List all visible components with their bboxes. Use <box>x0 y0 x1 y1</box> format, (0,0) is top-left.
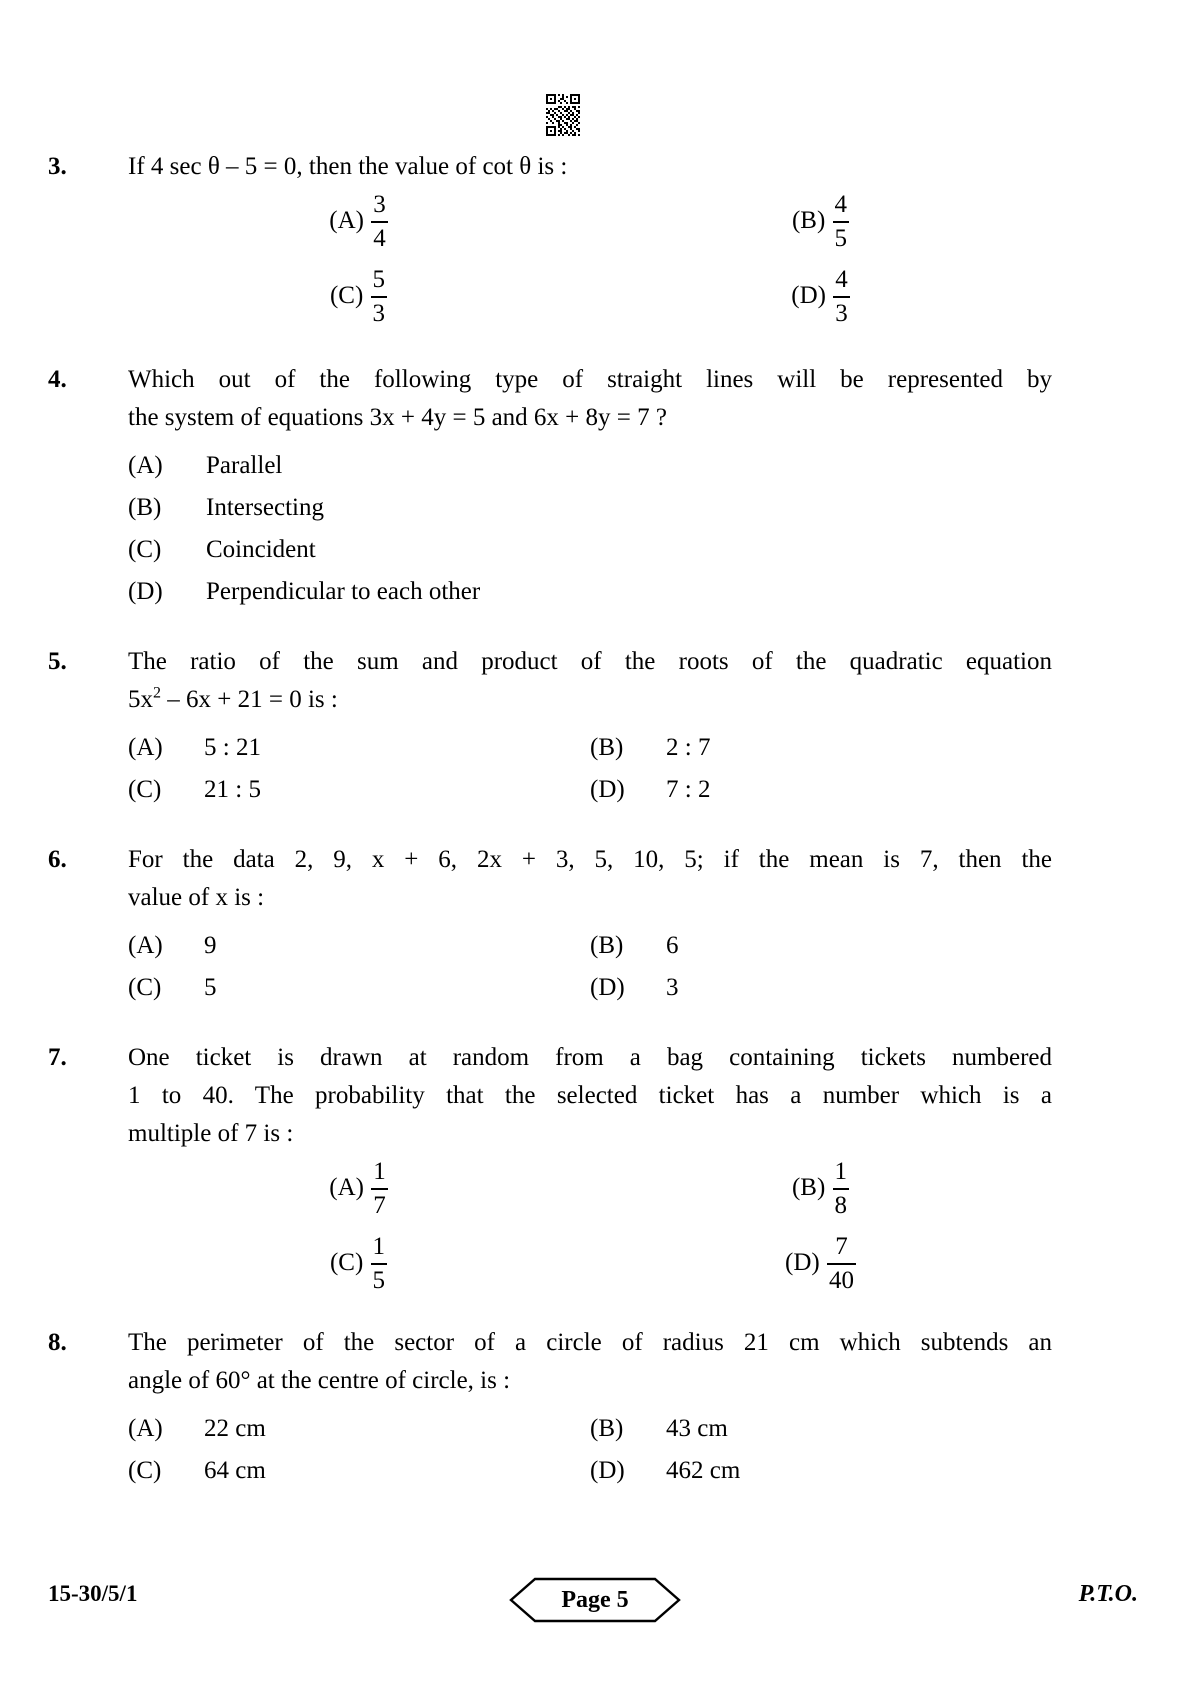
option-a[interactable] <box>128 927 590 965</box>
option-c[interactable] <box>128 1452 590 1490</box>
option-value: 462 cm <box>666 1457 741 1484</box>
option-label: (C) <box>329 281 364 309</box>
question-text <box>128 1324 1052 1400</box>
fraction-numerator: 7 <box>835 1232 848 1260</box>
option-row <box>128 489 1052 527</box>
question-3 <box>0 148 1190 327</box>
option-b[interactable] <box>590 927 1052 965</box>
question-line-equation <box>128 681 1052 719</box>
option-value: 3 <box>666 974 679 1001</box>
option-value: 5 : 21 <box>204 734 261 761</box>
option-row <box>128 447 1052 485</box>
fraction-numerator: 3 <box>373 191 386 218</box>
fraction-bar <box>827 1263 856 1265</box>
question-4 <box>0 361 1190 611</box>
option-value: Perpendicular to each other <box>206 578 481 605</box>
fraction-numerator: 4 <box>834 191 848 218</box>
option-value-fraction <box>370 1234 389 1295</box>
fraction-denominator: 5 <box>372 1266 386 1294</box>
option-value: 9 <box>204 932 217 959</box>
options-list <box>128 927 1052 1007</box>
option-c[interactable] <box>128 1234 590 1295</box>
option-label: (D) <box>590 776 625 803</box>
option-label: (A) <box>128 932 163 959</box>
question-number: 5. <box>48 648 67 675</box>
fraction-bar <box>371 296 388 298</box>
option-value: 5 <box>204 974 217 1001</box>
fraction-bar <box>371 221 388 223</box>
option-label: (D) <box>785 1248 820 1276</box>
question-text <box>128 643 1052 719</box>
option-c[interactable] <box>128 267 590 328</box>
fraction-denominator: 8 <box>834 1192 848 1220</box>
option-value: 21 : 5 <box>204 776 261 803</box>
option-row <box>128 729 1052 767</box>
fraction-bar <box>371 1263 388 1265</box>
option-a[interactable] <box>128 729 590 767</box>
question-7 <box>0 1039 1190 1294</box>
option-a[interactable] <box>128 447 1052 485</box>
option-value: 22 cm <box>204 1415 266 1442</box>
option-label: (B) <box>791 206 826 234</box>
option-label: (C) <box>329 1248 364 1276</box>
option-row <box>128 1234 1052 1295</box>
option-value: 43 cm <box>666 1415 728 1442</box>
option-value: Parallel <box>206 452 283 479</box>
option-b[interactable] <box>128 489 1052 527</box>
equation-suffix: – 6x + 21 = 0 is : <box>161 686 338 713</box>
option-label: (D) <box>791 281 826 309</box>
turn-over-label: P.T.O. <box>1078 1581 1138 1607</box>
option-value-fraction <box>832 192 851 253</box>
option-c[interactable] <box>128 969 590 1007</box>
option-row <box>128 573 1052 611</box>
option-label: (B) <box>590 1415 624 1442</box>
option-row <box>128 1410 1052 1448</box>
options-list <box>128 729 1052 809</box>
option-a[interactable] <box>128 1159 590 1220</box>
option-label: (C) <box>128 776 162 803</box>
option-label: (D) <box>590 1457 625 1484</box>
options-list <box>128 1159 1052 1294</box>
question-8 <box>0 1324 1190 1490</box>
question-number: 7. <box>48 1044 67 1071</box>
option-a[interactable] <box>128 1410 590 1448</box>
option-b[interactable] <box>590 1159 1052 1220</box>
question-line: The ratio of the sum and product of the roots of the quadratic equation <box>128 648 1052 675</box>
question-line: the system of equations 3x + 4y = 5 and 6x + 8y = 7 ? <box>128 404 667 431</box>
questions-container <box>0 148 1190 1494</box>
option-b[interactable] <box>590 729 1052 767</box>
option-label: (A) <box>128 452 163 479</box>
options-list <box>128 1410 1052 1490</box>
option-label: (D) <box>128 578 163 605</box>
option-row <box>128 771 1052 809</box>
option-a[interactable] <box>128 192 590 253</box>
option-row <box>128 927 1052 965</box>
option-value-fraction <box>832 1159 851 1220</box>
question-line: multiple of 7 is : <box>128 1120 294 1147</box>
question-text <box>128 361 1052 437</box>
option-value: 6 <box>666 932 679 959</box>
question-text <box>128 148 1052 186</box>
page-footer <box>0 1577 1190 1623</box>
option-row <box>128 267 1052 328</box>
question-5 <box>0 643 1190 809</box>
question-number: 6. <box>48 846 67 873</box>
option-label: (D) <box>590 974 625 1001</box>
fraction-denominator: 3 <box>835 299 848 327</box>
option-value: 64 cm <box>204 1457 266 1484</box>
question-line: angle of 60° at the centre of circle, is : <box>128 1367 511 1394</box>
equation-prefix: 5x <box>128 686 153 713</box>
option-d[interactable] <box>590 969 1052 1007</box>
question-number: 3. <box>48 153 67 180</box>
option-c[interactable] <box>128 771 590 809</box>
option-label: (A) <box>329 206 364 234</box>
fraction-numerator: 1 <box>373 1158 386 1185</box>
question-text <box>128 1039 1052 1153</box>
option-row <box>128 531 1052 569</box>
option-d[interactable] <box>128 573 1052 611</box>
option-row <box>128 1452 1052 1490</box>
options-list <box>128 192 1052 327</box>
option-label: (C) <box>128 1457 162 1484</box>
option-c[interactable] <box>128 531 1052 569</box>
option-label: (A) <box>128 734 163 761</box>
option-d[interactable] <box>590 771 1052 809</box>
page-number-label: Page 5 <box>561 1587 629 1613</box>
fraction-numerator: 5 <box>372 265 386 293</box>
question-number: 8. <box>48 1329 67 1356</box>
fraction-denominator: 4 <box>373 225 386 253</box>
page-number-container <box>0 1577 1190 1628</box>
option-value: Coincident <box>206 536 316 563</box>
option-value-fraction <box>370 192 389 253</box>
question-line: Which out of the following type of straight lines will be represented by <box>128 366 1052 393</box>
option-value: 2 : 7 <box>666 734 711 761</box>
paper-code: 15-30/5/1 <box>48 1581 138 1606</box>
qr-code-icon <box>546 94 580 136</box>
option-value-fraction <box>370 1159 389 1220</box>
option-row <box>128 1159 1052 1220</box>
option-row <box>128 969 1052 1007</box>
fraction-denominator: 3 <box>372 299 386 327</box>
equation-exponent: 2 <box>153 684 161 702</box>
fraction-numerator: 1 <box>834 1158 848 1185</box>
fraction-numerator: 4 <box>835 265 848 293</box>
fraction-bar <box>371 1188 388 1190</box>
fraction-denominator: 7 <box>373 1192 386 1220</box>
question-line: For the data 2, 9, x + 6, 2x + 3, 5, 10, 5; if the mean is 7, then the <box>128 846 1052 873</box>
question-line: 1 to 40. The probability that the selected ticket has a number which is a <box>128 1082 1052 1109</box>
option-row <box>128 192 1052 253</box>
option-value-fraction <box>826 1234 857 1295</box>
option-label: (B) <box>590 734 624 761</box>
option-value: 7 : 2 <box>666 776 711 803</box>
option-d[interactable] <box>590 1452 1052 1490</box>
question-line: One ticket is drawn at random from a bag containing tickets numbered <box>128 1044 1052 1071</box>
option-label: (A) <box>128 1415 163 1442</box>
question-line: If 4 sec θ – 5 = 0, then the value of cot θ is : <box>128 153 568 180</box>
option-label: (B) <box>590 932 624 959</box>
question-6 <box>0 841 1190 1007</box>
fraction-denominator: 40 <box>828 1266 854 1294</box>
page-number-badge <box>509 1577 681 1623</box>
option-label: (B) <box>791 1173 826 1201</box>
option-d[interactable] <box>590 1234 1052 1295</box>
fraction-bar <box>833 296 850 298</box>
question-line: The perimeter of the sector of a circle of radius 21 cm which subtends an <box>128 1329 1052 1356</box>
options-list <box>128 447 1052 611</box>
fraction-bar <box>833 221 850 223</box>
option-b[interactable] <box>590 1410 1052 1448</box>
question-line: value of x is : <box>128 884 265 911</box>
option-value-fraction <box>832 267 851 328</box>
fraction-bar <box>833 1188 850 1190</box>
fraction-numerator: 1 <box>372 1232 386 1260</box>
option-d[interactable] <box>590 267 1052 328</box>
question-number: 4. <box>48 366 67 393</box>
option-value-fraction <box>370 267 389 328</box>
question-text <box>128 841 1052 917</box>
option-label: (B) <box>128 494 162 521</box>
option-label: (C) <box>128 974 162 1001</box>
option-label: (A) <box>329 1173 364 1201</box>
option-b[interactable] <box>590 192 1052 253</box>
option-value: Intersecting <box>206 494 325 521</box>
option-label: (C) <box>128 536 162 563</box>
fraction-denominator: 5 <box>834 225 848 253</box>
